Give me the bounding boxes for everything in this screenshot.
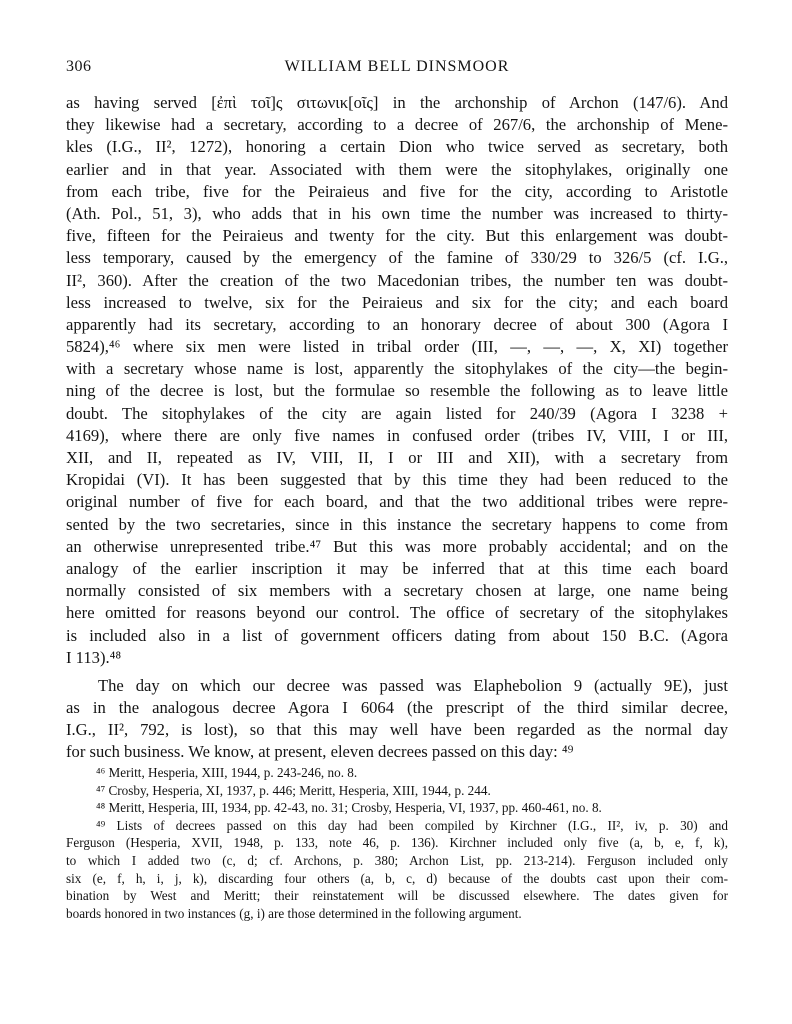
footnote-line: boards honored in two instances (g, i) are those determined in the following argument. xyxy=(66,905,522,921)
body-text xyxy=(66,92,728,764)
text-line: The day on which our decree was passed was Elaphebolion 9 (actually 9E), just xyxy=(98,675,728,695)
page-number: 306 xyxy=(66,58,92,75)
text-line: 5824),⁴⁶ where six men were listed in tribal order (III, —, —, —, X, XI) together xyxy=(66,337,728,357)
footnote-line: six (e, f, h, i, j, k), discarding four others (a, b, c, d) because of the doubts cast upon their com- xyxy=(66,870,728,886)
running-head: WILLIAM BELL DINSMOOR xyxy=(284,58,510,75)
text-line: they likewise had a secretary, according to a decree of 267/6, the archonship of Mene- xyxy=(66,115,728,135)
text-line: Kropidai (VI). It has been suggested that by this time they had been reduced to the xyxy=(66,470,728,490)
footnote-line: ⁴⁹ Lists of decrees passed on this day had been compiled by Kirchner (I.G., II², iv, p. 30) and xyxy=(96,817,728,833)
text-line: an otherwise unrepresented tribe.⁴⁷ But this was more probably accidental; and on the xyxy=(66,536,728,556)
text-line: I 113).⁴⁸ xyxy=(66,647,122,667)
text-line: as in the analogous decree Agora I 6064 (the prescript of the third similar decree, xyxy=(66,698,728,718)
text-line: doubt. The sitophylakes of the city are again listed for 240/39 (Agora I 3238 + xyxy=(66,403,728,423)
text-line: sented by the two secretaries, since in this instance the secretary happens to come from xyxy=(66,514,728,534)
text-line: less temporary, caused by the emergency of the famine of 330/29 to 326/5 (cf. I.G., xyxy=(66,248,728,268)
text-line: from each tribe, five for the Peiraieus and five for the city, according to Aristotle xyxy=(66,181,728,201)
text-line: with a secretary whose name is lost, apparently the sitophylakes of the city—the begin- xyxy=(66,359,728,379)
text-line: normally consisted of six members with a secretary chosen at large, one name being xyxy=(66,581,728,601)
paragraph-1 xyxy=(66,92,728,669)
text-line: II², 360). After the creation of the two Macedonian tribes, the number ten was doubt- xyxy=(66,270,728,290)
page-header xyxy=(66,58,728,80)
text-line: I.G., II², 792, is lost), so that this may well have been regarded as the normal day xyxy=(66,720,728,740)
footnotes xyxy=(66,764,728,922)
text-line: ning of the decree is lost, but the formulae so resemble the following as to leave little xyxy=(66,381,728,401)
footnote-line: ⁴⁷ Crosby, Hesperia, XI, 1937, p. 446; Meritt, Hesperia, XIII, 1944, p. 244. xyxy=(96,782,491,798)
text-line: analogy of the earlier inscription it may be inferred that at this time each board xyxy=(66,558,728,578)
footnote-line: bination by West and Meritt; their reinstatement will be discussed elsewhere. The dates given for xyxy=(66,888,728,904)
footnote-line: ⁴⁸ Meritt, Hesperia, III, 1934, pp. 42-43, no. 31; Crosby, Hesperia, VI, 1937, pp. 460-461, no. 8. xyxy=(96,800,602,816)
text-line: here omitted for reasons beyond our control. The office of secretary of the sitophylakes xyxy=(66,603,728,623)
footnote-line: Ferguson (Hesperia, XVII, 1948, p. 133, note 46, p. 136). Kirchner included only five (a, b, e, f, k), xyxy=(66,835,728,851)
footnote-line: to which I added two (c, d; cf. Archons, p. 380; Archon List, pp. 213-214). Ferguson included only xyxy=(66,852,728,868)
text-line: kles (I.G., II², 1272), honoring a certain Dion who twice served as secretary, both xyxy=(66,137,728,157)
text-line: less increased to twelve, six for the Peiraieus and six for the city; and each board xyxy=(66,292,728,312)
text-line: (Ath. Pol., 51, 3), who adds that in his own time the number was increased to thirty- xyxy=(66,203,728,223)
text-line: is included also in a list of government officers dating from about 150 B.C. (Agora xyxy=(66,625,728,645)
text-line: apparently had its secretary, according to an honorary decree of about 300 (Agora I xyxy=(66,314,728,334)
footnote-line: ⁴⁶ Meritt, Hesperia, XIII, 1944, p. 243-246, no. 8. xyxy=(96,765,358,780)
text-line: XII, and II, repeated as IV, VIII, II, I or III and XII), with a secretary from xyxy=(66,448,728,467)
text-line: as having served [ἐπὶ τοῖ]ς σιτωνικ[οῖς] in the archonship of Archon (147/6). And xyxy=(66,93,728,112)
text-line: 4169), where there are only five names in confused order (tribes IV, VIII, I or III, xyxy=(66,425,728,445)
text-line: five, fifteen for the Peiraieus and twenty for the city. But this enlargement was doubt- xyxy=(66,226,728,246)
text-line: earlier and in that year. Associated with them were the sitophylakes, originally one xyxy=(66,159,728,179)
paragraph-2 xyxy=(66,675,728,764)
text-line: for such business. We know, at present, eleven decrees passed on this day: ⁴⁹ xyxy=(66,742,574,762)
text-line: original number of five for each board, and that the two additional tribes were repre- xyxy=(66,492,728,512)
